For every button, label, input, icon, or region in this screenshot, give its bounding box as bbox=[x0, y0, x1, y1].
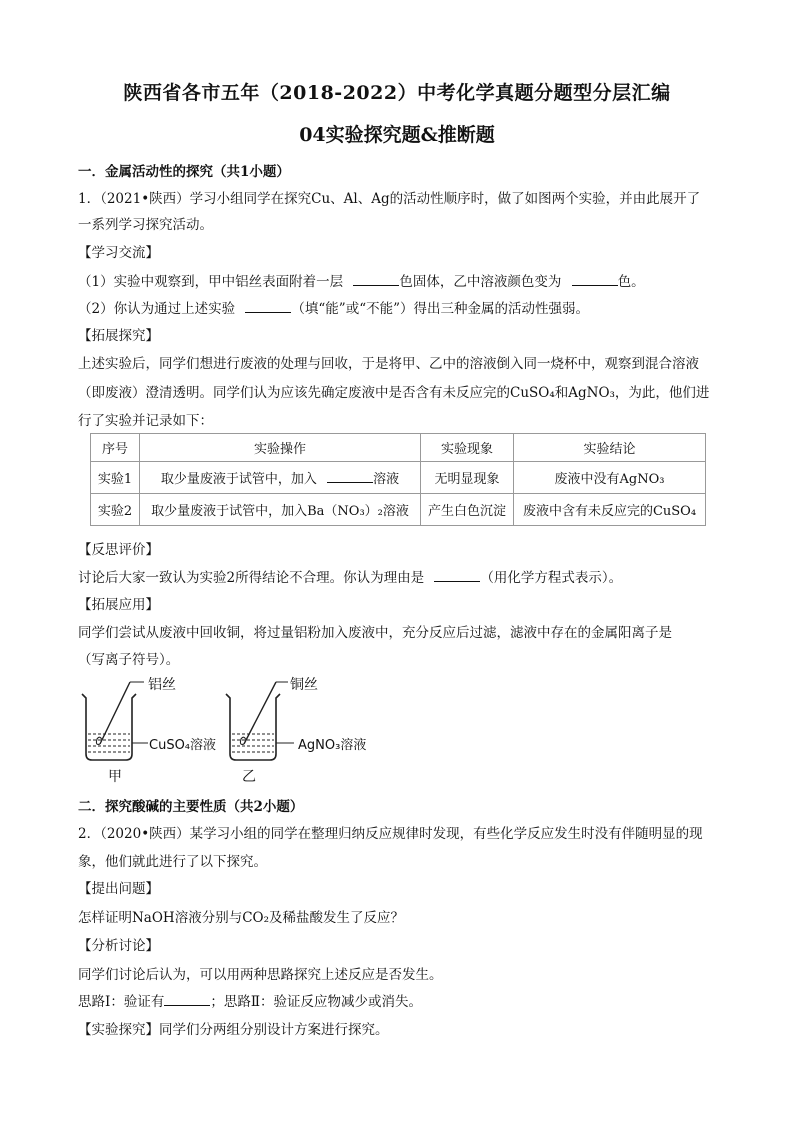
analysis-text-a: 思路Ⅰ：验证有 bbox=[78, 994, 165, 1010]
heading-experiment: 【实验探究】 bbox=[78, 1022, 159, 1038]
reflection-text-a: 讨论后大家一致认为实验2所得结论不合理。你认为理由是 bbox=[78, 570, 425, 586]
table-header-cell: 实验现象 bbox=[421, 434, 514, 462]
heading-expand-explore: 【拓展探究】 bbox=[78, 328, 159, 344]
beaker-a bbox=[82, 682, 148, 760]
q1-expand-line2: （即废液）澄清透明。同学们认为应该先确定废液中是否含有未反应完的CuSO₄和AgNO₃，为此，他们进 bbox=[78, 385, 710, 401]
table-cell-operation bbox=[140, 462, 421, 494]
section-heading-2: 二．探究酸碱的主要性质（共2小题） bbox=[78, 799, 304, 815]
heading-reflection: 【反思评价】 bbox=[78, 542, 159, 558]
table-header-row bbox=[91, 434, 706, 462]
q1-part1-text-a: （1）实验中观察到，甲中铝丝表面附着一层 bbox=[78, 274, 344, 290]
beaker-label-b: 乙 bbox=[242, 769, 256, 785]
q2-stem-line2: 象，他们就此进行了以下探究。 bbox=[78, 854, 267, 870]
answer-blank[interactable] bbox=[353, 272, 399, 286]
q2-experiment bbox=[78, 1018, 389, 1038]
answer-blank[interactable] bbox=[164, 992, 210, 1006]
beaker-b bbox=[226, 682, 294, 760]
heading-analysis: 【分析讨论】 bbox=[78, 938, 159, 954]
table-cell-observation: 无明显现象 bbox=[421, 462, 514, 494]
q1-reflection bbox=[78, 566, 622, 586]
q1-application-line1: 同学们尝试从废液中回收铜，将过量铝粉加入废液中，充分反应后过滤，滤液中存在的金属阳离子是 bbox=[78, 625, 672, 641]
wire-label-b: 铜丝 bbox=[290, 677, 318, 693]
table-cell-operation: 取少量废液于试管中，加入Ba（NO₃）₂溶液 bbox=[140, 494, 421, 526]
wire-label-a: 铝丝 bbox=[148, 677, 176, 693]
answer-blank[interactable] bbox=[327, 469, 373, 483]
q1-part2-text-b: （填“能”或“不能”）得出三种金属的活动性强弱。 bbox=[291, 301, 589, 317]
beaker-label-a: 甲 bbox=[108, 769, 122, 785]
q1-expand-line1: 上述实验后，同学们想进行废液的处理与回收，于是将甲、乙中的溶液倒入同一烧杯中，观察到混合溶液 bbox=[78, 356, 699, 372]
beaker-diagram bbox=[76, 674, 396, 784]
experiment-figure bbox=[76, 674, 396, 788]
q1-stem-line2: 一系列学习探究活动。 bbox=[78, 217, 213, 233]
solution-label-b: AgNO₃溶液 bbox=[298, 738, 367, 753]
q1-part2-text-a: （2）你认为通过上述实验 bbox=[78, 301, 236, 317]
answer-blank[interactable] bbox=[434, 568, 480, 582]
experiment-text: 同学们分两组分别设计方案进行探究。 bbox=[159, 1022, 389, 1038]
q2-stem-line1: 2．（2020•陕西）某学习小组的同学在整理归纳反应规律时发现，有些化学反应发生时没有伴随明显的现 bbox=[78, 826, 703, 842]
q1-stem-line1: 1．（2021•陕西）学习小组同学在探究Cu、Al、Ag的活动性顺序时，做了如图两个实验，并由此展开了 bbox=[78, 191, 701, 207]
table-cell-no: 实验2 bbox=[91, 494, 140, 526]
table-cell-conclusion: 废液中没有AgNO₃ bbox=[514, 462, 706, 494]
table-cell-observation: 产生白色沉淀 bbox=[421, 494, 514, 526]
document-title: 陕西省各市五年（2018-2022）中考化学真题分题型分层汇编 bbox=[123, 82, 671, 104]
answer-blank[interactable] bbox=[245, 299, 291, 313]
answer-blank[interactable] bbox=[572, 272, 618, 286]
operation-text-b: 溶液 bbox=[373, 472, 400, 487]
analysis-text-b: ；思路Ⅱ：验证反应物减少或消失。 bbox=[210, 994, 423, 1010]
table-row bbox=[91, 494, 706, 526]
document-subtitle: 04实验探究题&推断题 bbox=[299, 124, 495, 146]
reflection-text-b: （用化学方程式表示）。 bbox=[480, 570, 623, 586]
q1-part1-text-b: 色固体，乙中溶液颜色变为 bbox=[399, 274, 562, 290]
heading-learning-exchange: 【学习交流】 bbox=[78, 245, 159, 261]
table-cell-conclusion: 废液中含有未反应完的CuSO₄ bbox=[514, 494, 706, 526]
heading-application: 【拓展应用】 bbox=[78, 597, 159, 613]
q1-application-line2: （写离子符号）。 bbox=[78, 652, 180, 668]
heading-raise-question: 【提出问题】 bbox=[78, 881, 159, 897]
solution-label-a: CuSO₄溶液 bbox=[149, 738, 217, 753]
q2-analysis-line1: 同学们讨论后认为，可以用两种思路探究上述反应是否发生。 bbox=[78, 967, 443, 983]
experiment-table bbox=[90, 433, 706, 526]
q2-question: 怎样证明NaOH溶液分别与CO₂及稀盐酸发生了反应？ bbox=[78, 910, 405, 926]
table-header-cell: 实验操作 bbox=[140, 434, 421, 462]
table-header-cell: 序号 bbox=[91, 434, 140, 462]
q1-part1-text-c: 色。 bbox=[617, 274, 645, 290]
q2-analysis-line2 bbox=[78, 990, 422, 1010]
table-row bbox=[91, 462, 706, 494]
q1-expand-line3: 行了实验并记录如下： bbox=[78, 413, 213, 429]
table-cell-no: 实验1 bbox=[91, 462, 140, 494]
q1-part2 bbox=[78, 297, 589, 317]
section-heading-1: 一．金属活动性的探究（共1小题） bbox=[78, 164, 290, 180]
q1-part1 bbox=[78, 270, 645, 290]
table-header-cell: 实验结论 bbox=[514, 434, 706, 462]
operation-text-a: 取少量废液于试管中，加入 bbox=[160, 472, 317, 487]
